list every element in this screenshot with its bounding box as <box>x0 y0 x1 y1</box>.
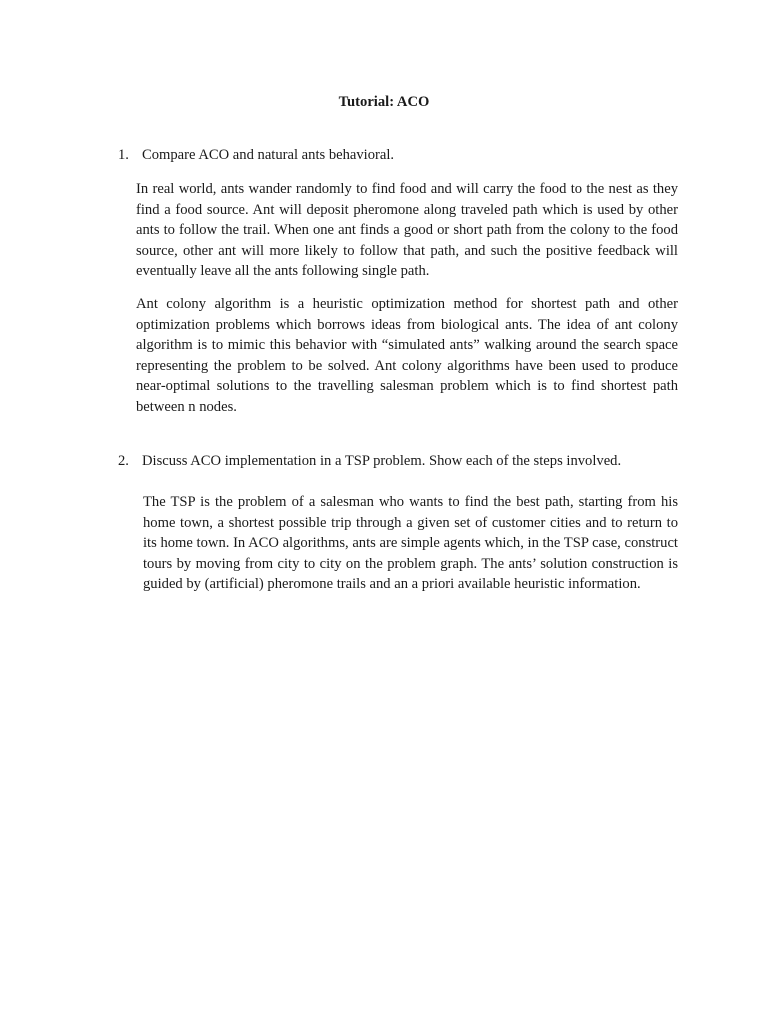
answer-paragraph: Ant colony algorithm is a heuristic optimization method for shortest path and other optimization problems which borrows ideas from biological ants. The idea of ant colony algorithm is to mimic this behavior with “simulated ants” walking around the search space representing the problem to be solved. Ant colony algorithms have been used to produce near-optimal solutions to the travelling salesman problem which is to find shortest path between n nodes. <box>136 296 678 415</box>
question-number: 2. <box>118 453 129 469</box>
question-number: 1. <box>118 147 129 163</box>
question-text: Compare ACO and natural ants behavioral. <box>142 147 395 163</box>
answer-paragraph: The TSP is the problem of a salesman who wants to find the best path, starting from his home town, a shortest possible trip through a given set of customer cities and to return to its home town. In ACO algorithms, ants are simple agents which, in the TSP case, construct tours by moving from city to city on the problem graph. The ants’ solution construction is guided by (artificial) pheromone trails and an a priori available heuristic information. <box>143 494 678 593</box>
question-text: Discuss ACO implementation in a TSP problem. Show each of the steps involved. <box>142 453 622 469</box>
question-2 <box>118 452 678 470</box>
answer-paragraph: In real world, ants wander randomly to find food and will carry the food to the nest as they find a food source. Ant will deposit pheromone along traveled path which is used by other ants to follow the trail. When one ant finds a good or short path from the colony to the food source, other ant will more likely to follow that path, and such the positive feedback will eventually leave all the ants following single path. <box>136 181 678 280</box>
question-1 <box>118 146 678 164</box>
document-title: Tutorial: ACO <box>338 94 430 110</box>
